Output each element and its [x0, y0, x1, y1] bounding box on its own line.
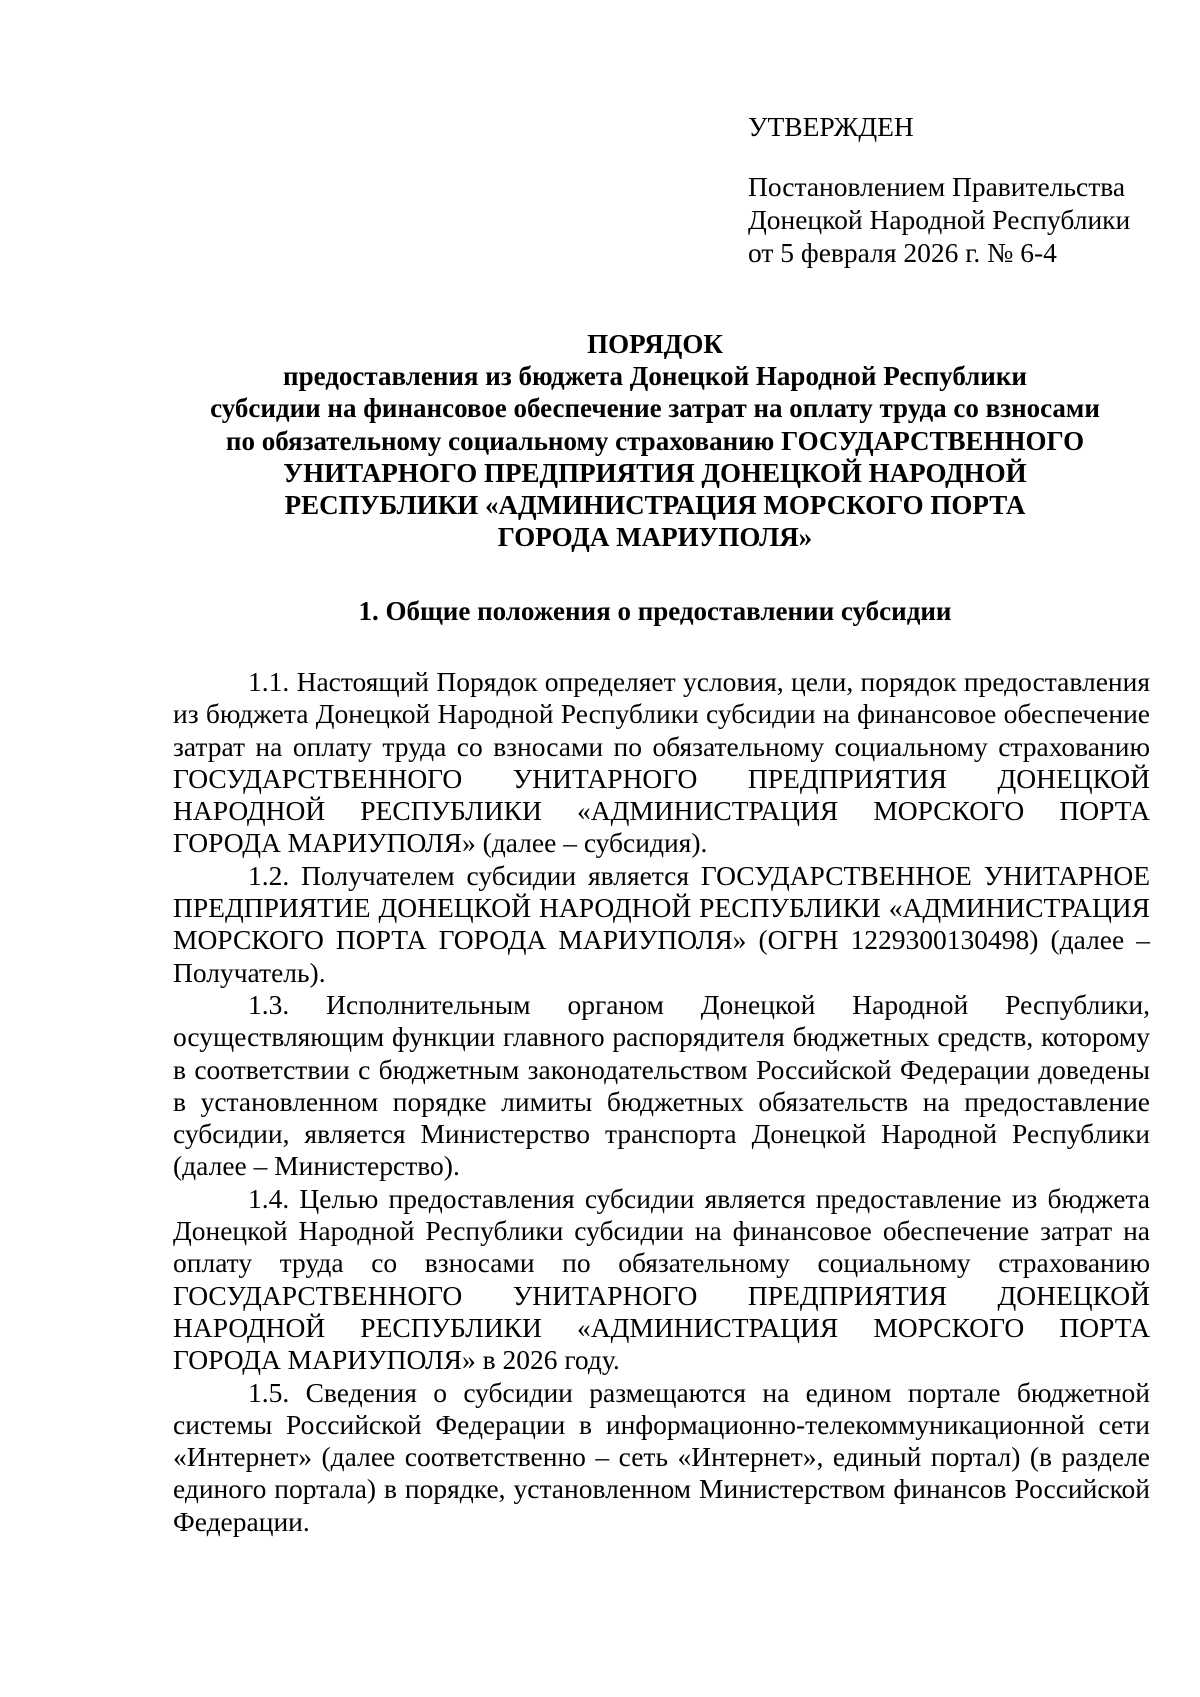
section-heading: 1. Общие положения о предоставлении субсидии: [358, 596, 952, 626]
paragraph: 1.2. Получателем субсидии является ГОСУДАРСТВЕННОЕ УНИТАРНОЕ ПРЕДПРИЯТИЕ ДОНЕЦКОЙ НАРОДНОЙ РЕСПУБЛИКИ «АДМИНИСТРАЦИЯ МОРСКОГО ПОРТА ГОРОДА МАРИУПОЛЯ» (ОГРН 1229300130498) (далее – Получатель).: [173, 859, 1150, 988]
document-subtitle-line: РЕСПУБЛИКИ «АДМИНИСТРАЦИЯ МОРСКОГО ПОРТА: [284, 490, 1026, 521]
approval-line: Постановлением Правительства: [748, 171, 1126, 202]
document-title: ПОРЯДОК: [587, 329, 723, 359]
document-subtitle-line: ГОРОДА МАРИУПОЛЯ»: [497, 522, 813, 553]
document-subtitle-line: предоставления из бюджета Донецкой Народной Республики: [283, 361, 1027, 392]
document-subtitle-line: УНИТАРНОГО ПРЕДПРИЯТИЯ ДОНЕЦКОЙ НАРОДНОЙ: [283, 457, 1027, 488]
approval-line: от 5 февраля 2026 г. № 6-4: [748, 237, 1057, 268]
approval-gap: [748, 143, 1130, 170]
paragraph: 1.5. Сведения о субсидии размещаются на едином портале бюджетной системы Российской Федерации в информационно-телекоммуникационной сети «Интернет» (далее соответственно – сеть «Интернет», единый портал) (в разделе единого портала) в порядке, установленном Министерством финансов Российской Федерации.: [173, 1376, 1150, 1537]
paragraph: 1.1. Настоящий Порядок определяет условия, цели, порядок предоставления из бюджета Донецкой Народной Республики субсидии на финансовое обеспечение затрат на оплату труда со взносами по обязательному социальному страхованию ГОСУДАРСТВЕННОГО УНИТАРНОГО ПРЕДПРИЯТИЯ ДОНЕЦКОЙ НАРОДНОЙ РЕСПУБЛИКИ «АДМИНИСТРАЦИЯ МОРСКОГО ПОРТА ГОРОДА МАРИУПОЛЯ» (далее – субсидия).: [173, 666, 1150, 859]
approval-line: Донецкой Народной Республики: [748, 204, 1131, 235]
document-heading: [160, 328, 1150, 553]
paragraph: 1.4. Целью предоставления субсидии является предоставление из бюджета Донецкой Народной Республики субсидии на финансовое обеспечение затрат на оплату труда со взносами по обязательному социальному страхованию ГОСУДАРСТВЕННОГО УНИТАРНОГО ПРЕДПРИЯТИЯ ДОНЕЦКОЙ НАРОДНОЙ РЕСПУБЛИКИ «АДМИНИСТРАЦИЯ МОРСКОГО ПОРТА ГОРОДА МАРИУПОЛЯ» в 2026 году.: [173, 1182, 1150, 1376]
document-subtitle-line: по обязательному социальному страхованию ГОСУДАРСТВЕННОГО: [225, 425, 1085, 456]
approval-block: [748, 110, 1130, 269]
document-subtitle-line: субсидии на финансовое обеспечение затрат на оплату труда со взносами: [210, 393, 1100, 424]
section-body: [173, 666, 1150, 1538]
approval-status: УТВЕРЖДЕН: [748, 111, 914, 142]
paragraph: 1.3. Исполнительным органом Донецкой Народной Республики, осуществляющим функции главного распорядителя бюджетных средств, которому в соответствии с бюджетным законодательством Российской Федерации доведены в установленном порядке лимиты бюджетных обязательств на предоставление субсидии, является Министерство транспорта Донецкой Народной Республики (далее – Министерство).: [173, 988, 1150, 1182]
